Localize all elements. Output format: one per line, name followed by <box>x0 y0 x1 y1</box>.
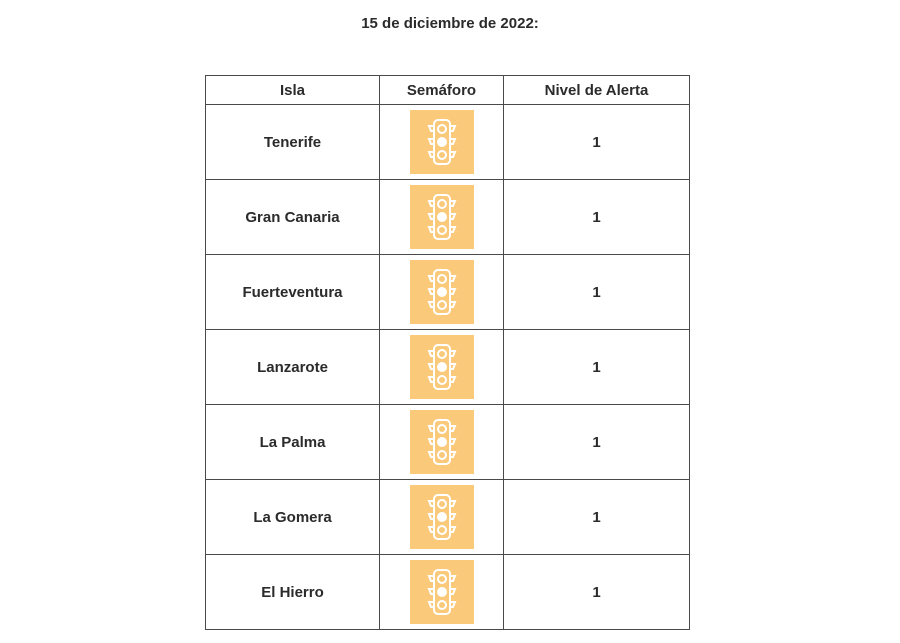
island-name: Lanzarote <box>206 330 380 405</box>
semaforo-cell <box>380 255 504 330</box>
alert-level: 1 <box>504 555 690 630</box>
traffic-light-icon <box>410 560 474 624</box>
table-row <box>206 105 690 180</box>
traffic-light-icon <box>410 485 474 549</box>
table-row <box>206 555 690 630</box>
alert-level: 1 <box>504 180 690 255</box>
semaforo-cell <box>380 330 504 405</box>
alert-level: 1 <box>504 255 690 330</box>
table-header-row <box>206 76 690 105</box>
page-title: 15 de diciembre de 2022: <box>361 15 539 32</box>
alert-level: 1 <box>504 405 690 480</box>
island-name: El Hierro <box>206 555 380 630</box>
island-name: Gran Canaria <box>206 180 380 255</box>
table-row <box>206 405 690 480</box>
island-name: Tenerife <box>206 105 380 180</box>
semaforo-cell <box>380 480 504 555</box>
column-header-semaforo: Semáforo <box>380 76 504 105</box>
column-header-nivel: Nivel de Alerta <box>504 76 690 105</box>
semaforo-cell <box>380 180 504 255</box>
semaforo-cell <box>380 405 504 480</box>
island-name: Fuerteventura <box>206 255 380 330</box>
traffic-light-icon <box>410 335 474 399</box>
table-row <box>206 180 690 255</box>
table-row <box>206 330 690 405</box>
table-row <box>206 255 690 330</box>
alert-level: 1 <box>504 105 690 180</box>
semaforo-cell <box>380 555 504 630</box>
island-name: La Gomera <box>206 480 380 555</box>
island-name: La Palma <box>206 405 380 480</box>
traffic-light-icon <box>410 260 474 324</box>
table-row <box>206 480 690 555</box>
alert-table <box>205 75 690 630</box>
semaforo-cell <box>380 105 504 180</box>
column-header-isla: Isla <box>206 76 380 105</box>
alert-level: 1 <box>504 330 690 405</box>
alert-level: 1 <box>504 480 690 555</box>
traffic-light-icon <box>410 410 474 474</box>
traffic-light-icon <box>410 110 474 174</box>
traffic-light-icon <box>410 185 474 249</box>
